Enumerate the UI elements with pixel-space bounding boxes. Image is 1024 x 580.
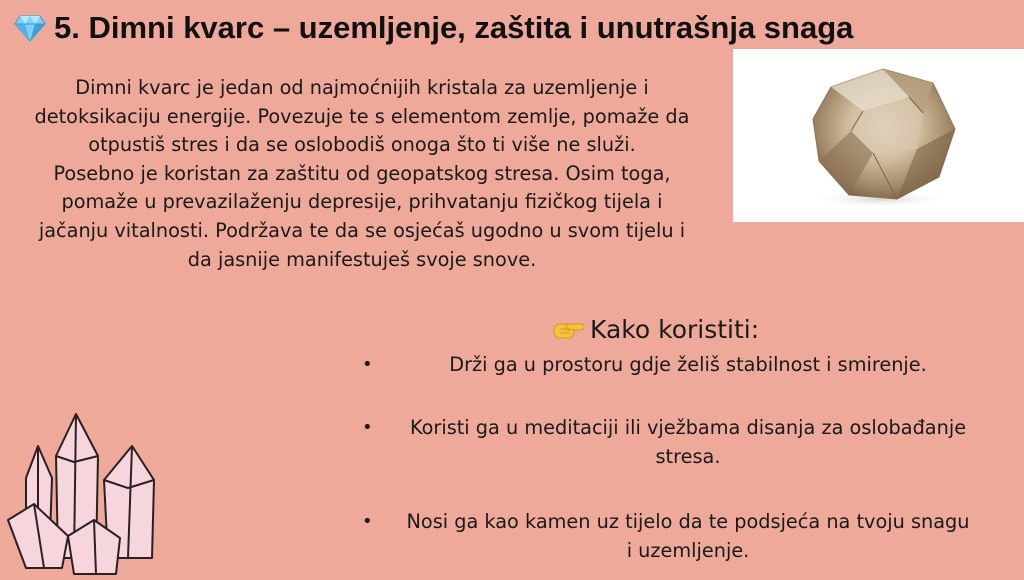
bullet-dot: •	[362, 417, 373, 438]
title-text: 5. Dimni kvarc – uzemljenje, zaštita i unutrašnja snaga	[54, 10, 854, 45]
howto-heading	[552, 315, 759, 344]
list-item-line: i uzemljenje.	[626, 539, 750, 562]
list-item	[356, 413, 996, 471]
page-title	[14, 10, 853, 46]
bullet-dot: •	[362, 511, 373, 532]
intro-line: otpustiš stres i da se oslobodiš onoga što ti više ne služi.	[88, 133, 636, 157]
intro-line: jačanju vitalnosti. Podržava te da se osjećaš ugodno u svom tijelu i	[38, 218, 686, 242]
list-item-line: stresa.	[655, 445, 721, 468]
intro-line: Posebno je koristan za zaštitu od geopatskog stresa. Osim toga,	[53, 161, 671, 185]
gem-icon	[14, 14, 46, 42]
list-item-line: Drži ga u prostoru gdje želiš stabilnost i smirenje.	[449, 353, 927, 376]
smoky-quartz-photo	[733, 49, 1024, 222]
crystal-cluster-illustration	[4, 408, 174, 576]
list-item-line: Koristi ga u meditaciji ili vježbama disanja za oslobađanje	[409, 416, 967, 439]
list-item	[356, 507, 996, 565]
list-item	[356, 350, 996, 379]
intro-line: da jasnije manifestuješ svoje snove.	[187, 247, 537, 271]
pointing-hand-icon	[552, 318, 586, 342]
list-item-line: Nosi ga kao kamen uz tijelo da te podsjeća na tvoju snagu	[406, 510, 970, 533]
intro-line: pomaže u prevazilaženju depresije, prihvatanju fizičkog tijela i	[61, 190, 663, 214]
bullet-dot: •	[362, 354, 373, 375]
intro-line: detoksikaciju energije. Povezuje te s elementom zemlje, pomaže da	[34, 104, 690, 128]
intro-line: Dimni kvarc je jedan od najmoćnijih kristala za uzemljenje i	[75, 76, 649, 99]
intro-paragraph	[6, 74, 718, 274]
howto-heading-text: Kako koristiti:	[590, 315, 760, 344]
